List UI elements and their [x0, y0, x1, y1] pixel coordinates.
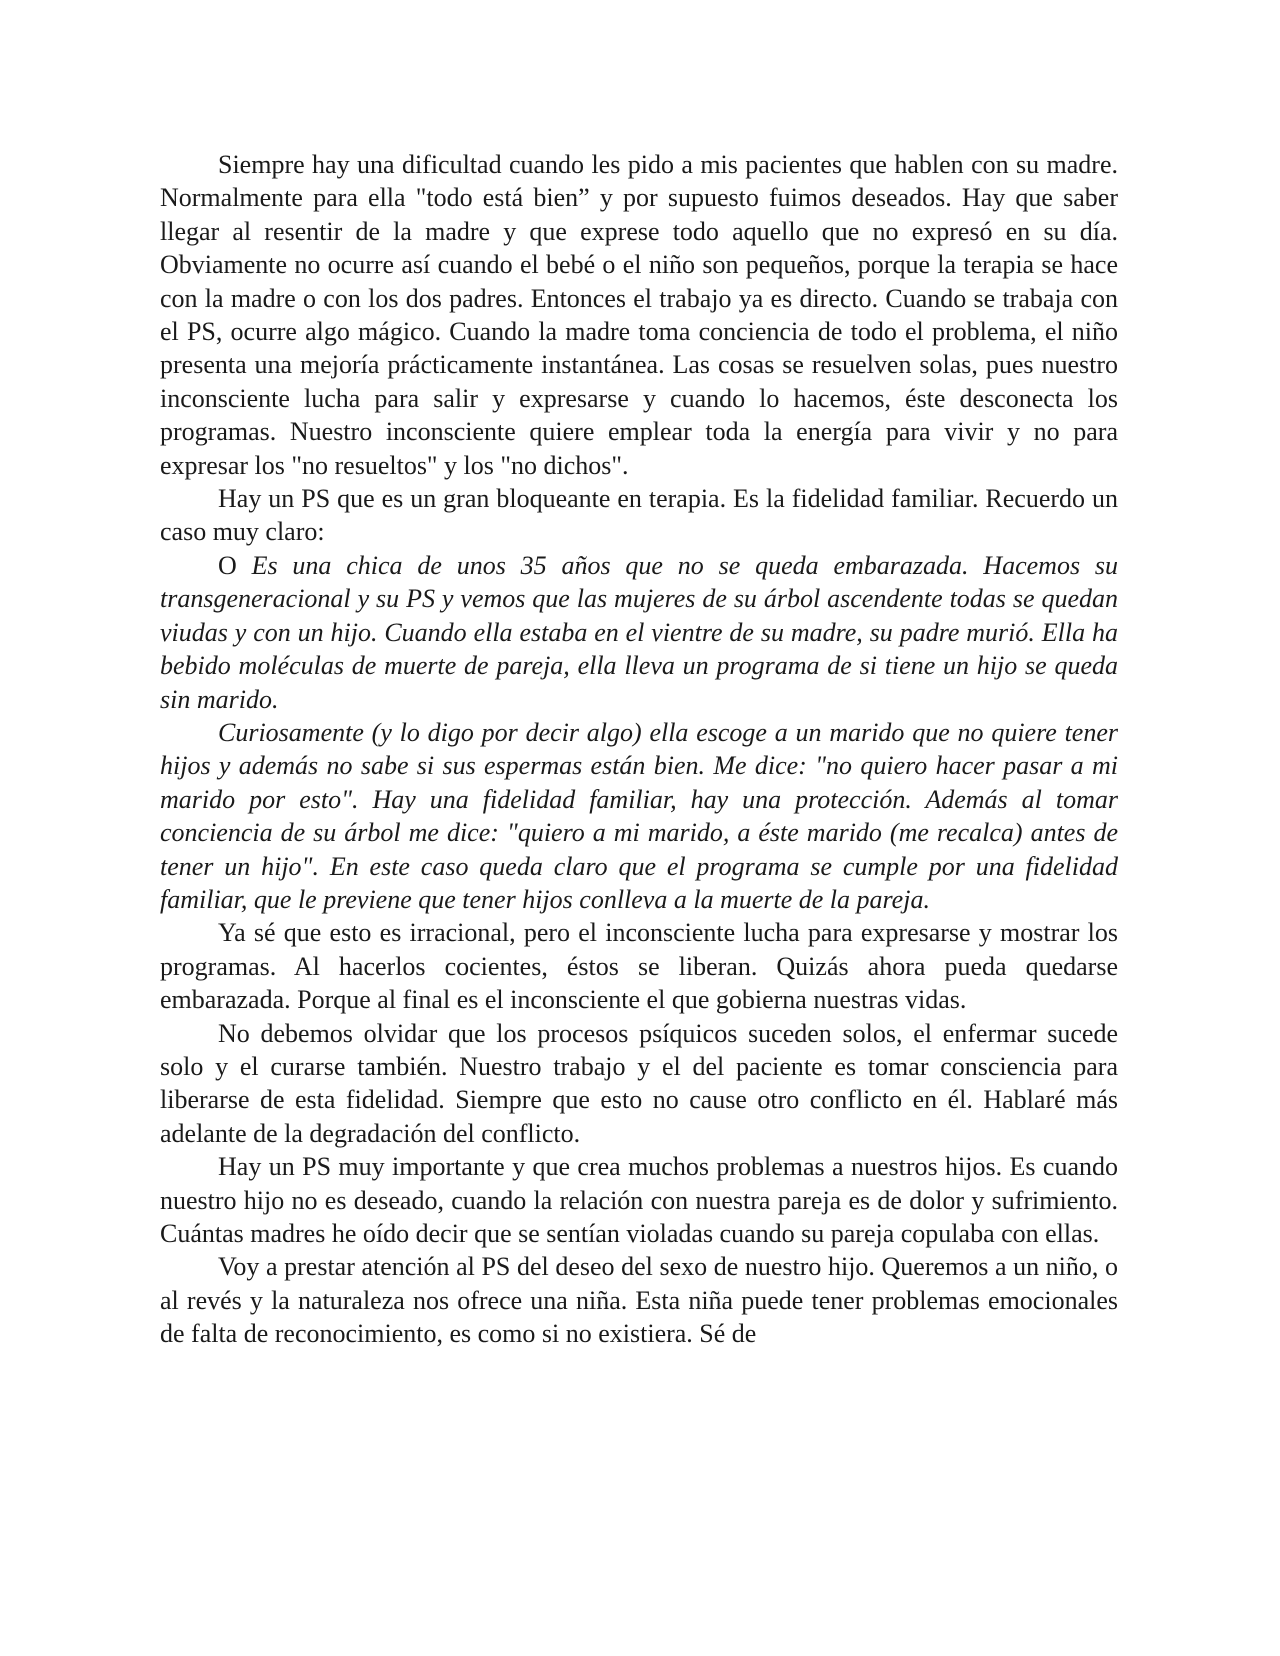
- paragraph-5: Ya sé que esto es irracional, pero el inconsciente lucha para expresarse y mostrar los programas. Al hacerlos cocientes, éstos se liberan. Quizás ahora pueda quedarse embarazada. Porque al final es el inconsciente el que gobierna nuestras vidas.: [160, 918, 1118, 1015]
- case-text: Es una chica de unos 35 años que no se queda embarazada. Hacemos su transgeneracional y su PS y vemos que las mujeres de su árbol ascendente todas se quedan viudas y con un hijo. Cuando ella estaba en el vientre de su madre, su padre murió. Ella ha bebido moléculas de muerte de pareja, ella lleva un programa de si tiene un hijo se queda sin marido.: [160, 550, 1118, 714]
- paragraph-7: Hay un PS muy importante y que crea muchos problemas a nuestros hijos. Es cuando nuestro hijo no es deseado, cuando la relación con nuestra pareja es de dolor y sufrimiento. Cuántas madres he oído decir que se sentían violadas cuando su pareja copulaba con ellas.: [160, 1152, 1118, 1248]
- paragraph-2: Hay un PS que es un gran bloqueante en terapia. Es la fidelidad familiar. Recuerdo un caso muy claro:: [160, 484, 1118, 547]
- paragraph-6: No debemos olvidar que los procesos psíquicos suceden solos, el enfermar sucede solo y el curarse también. Nuestro trabajo y el del paciente es tomar consciencia para liberarse de esta fidelidad. Siempre que esto no cause otro conflicto en él. Hablaré más adelante de la degradación del conflicto.: [160, 1018, 1118, 1148]
- paragraph-3-case: [160, 549, 1118, 716]
- paragraph-1: Siempre hay una dificultad cuando les pido a mis pacientes que hablen con su madre. Normalmente para ella "todo está bien” y por supuesto fuimos deseados. Hay que saber llegar al resentir de la madre y que exprese todo aquello que no expresó en su día. Obviamente no ocurre así cuando el bebé o el niño son pequeños, porque la terapia se hace con la madre o con los dos padres. Entonces el trabajo ya es directo. Cuando se trabaja con el PS, ocurre algo mágico. Cuando la madre toma conciencia de todo el problema, el niño presenta una mejoría prácticamente instantánea. Las cosas se resuelven solas, pues nuestro inconsciente lucha para salir y expresarse y cuando lo hacemos, éste desconecta los programas. Nuestro inconsciente quiere emplear toda la energía para vivir y no para expresar los "no resueltos" y los "no dichos".: [160, 150, 1118, 480]
- document-page: [160, 148, 1118, 1351]
- paragraph-4-case: Curiosamente (y lo digo por decir algo) ella escoge a un marido que no quiere tener hijos y además no sabe si sus espermas están bien. Me dice: "no quiero hacer pasar a mi marido por esto". Hay una fidelidad familiar, hay una protección. Además al tomar conciencia de su árbol me dice: "quiero a mi marido, a éste marido (me recalca) antes de tener un hijo". En este caso queda claro que el programa se cumple por una fidelidad familiar, que le previene que tener hijos conlleva a la muerte de la pareja.: [160, 717, 1118, 914]
- case-marker: O: [218, 550, 237, 580]
- paragraph-8: Voy a prestar atención al PS del deseo del sexo de nuestro hijo. Queremos a un niño, o al revés y la naturaleza nos ofrece una niña. Esta niña puede tener problemas emocionales de falta de reconocimiento, es como si no existiera. Sé de: [160, 1252, 1118, 1349]
